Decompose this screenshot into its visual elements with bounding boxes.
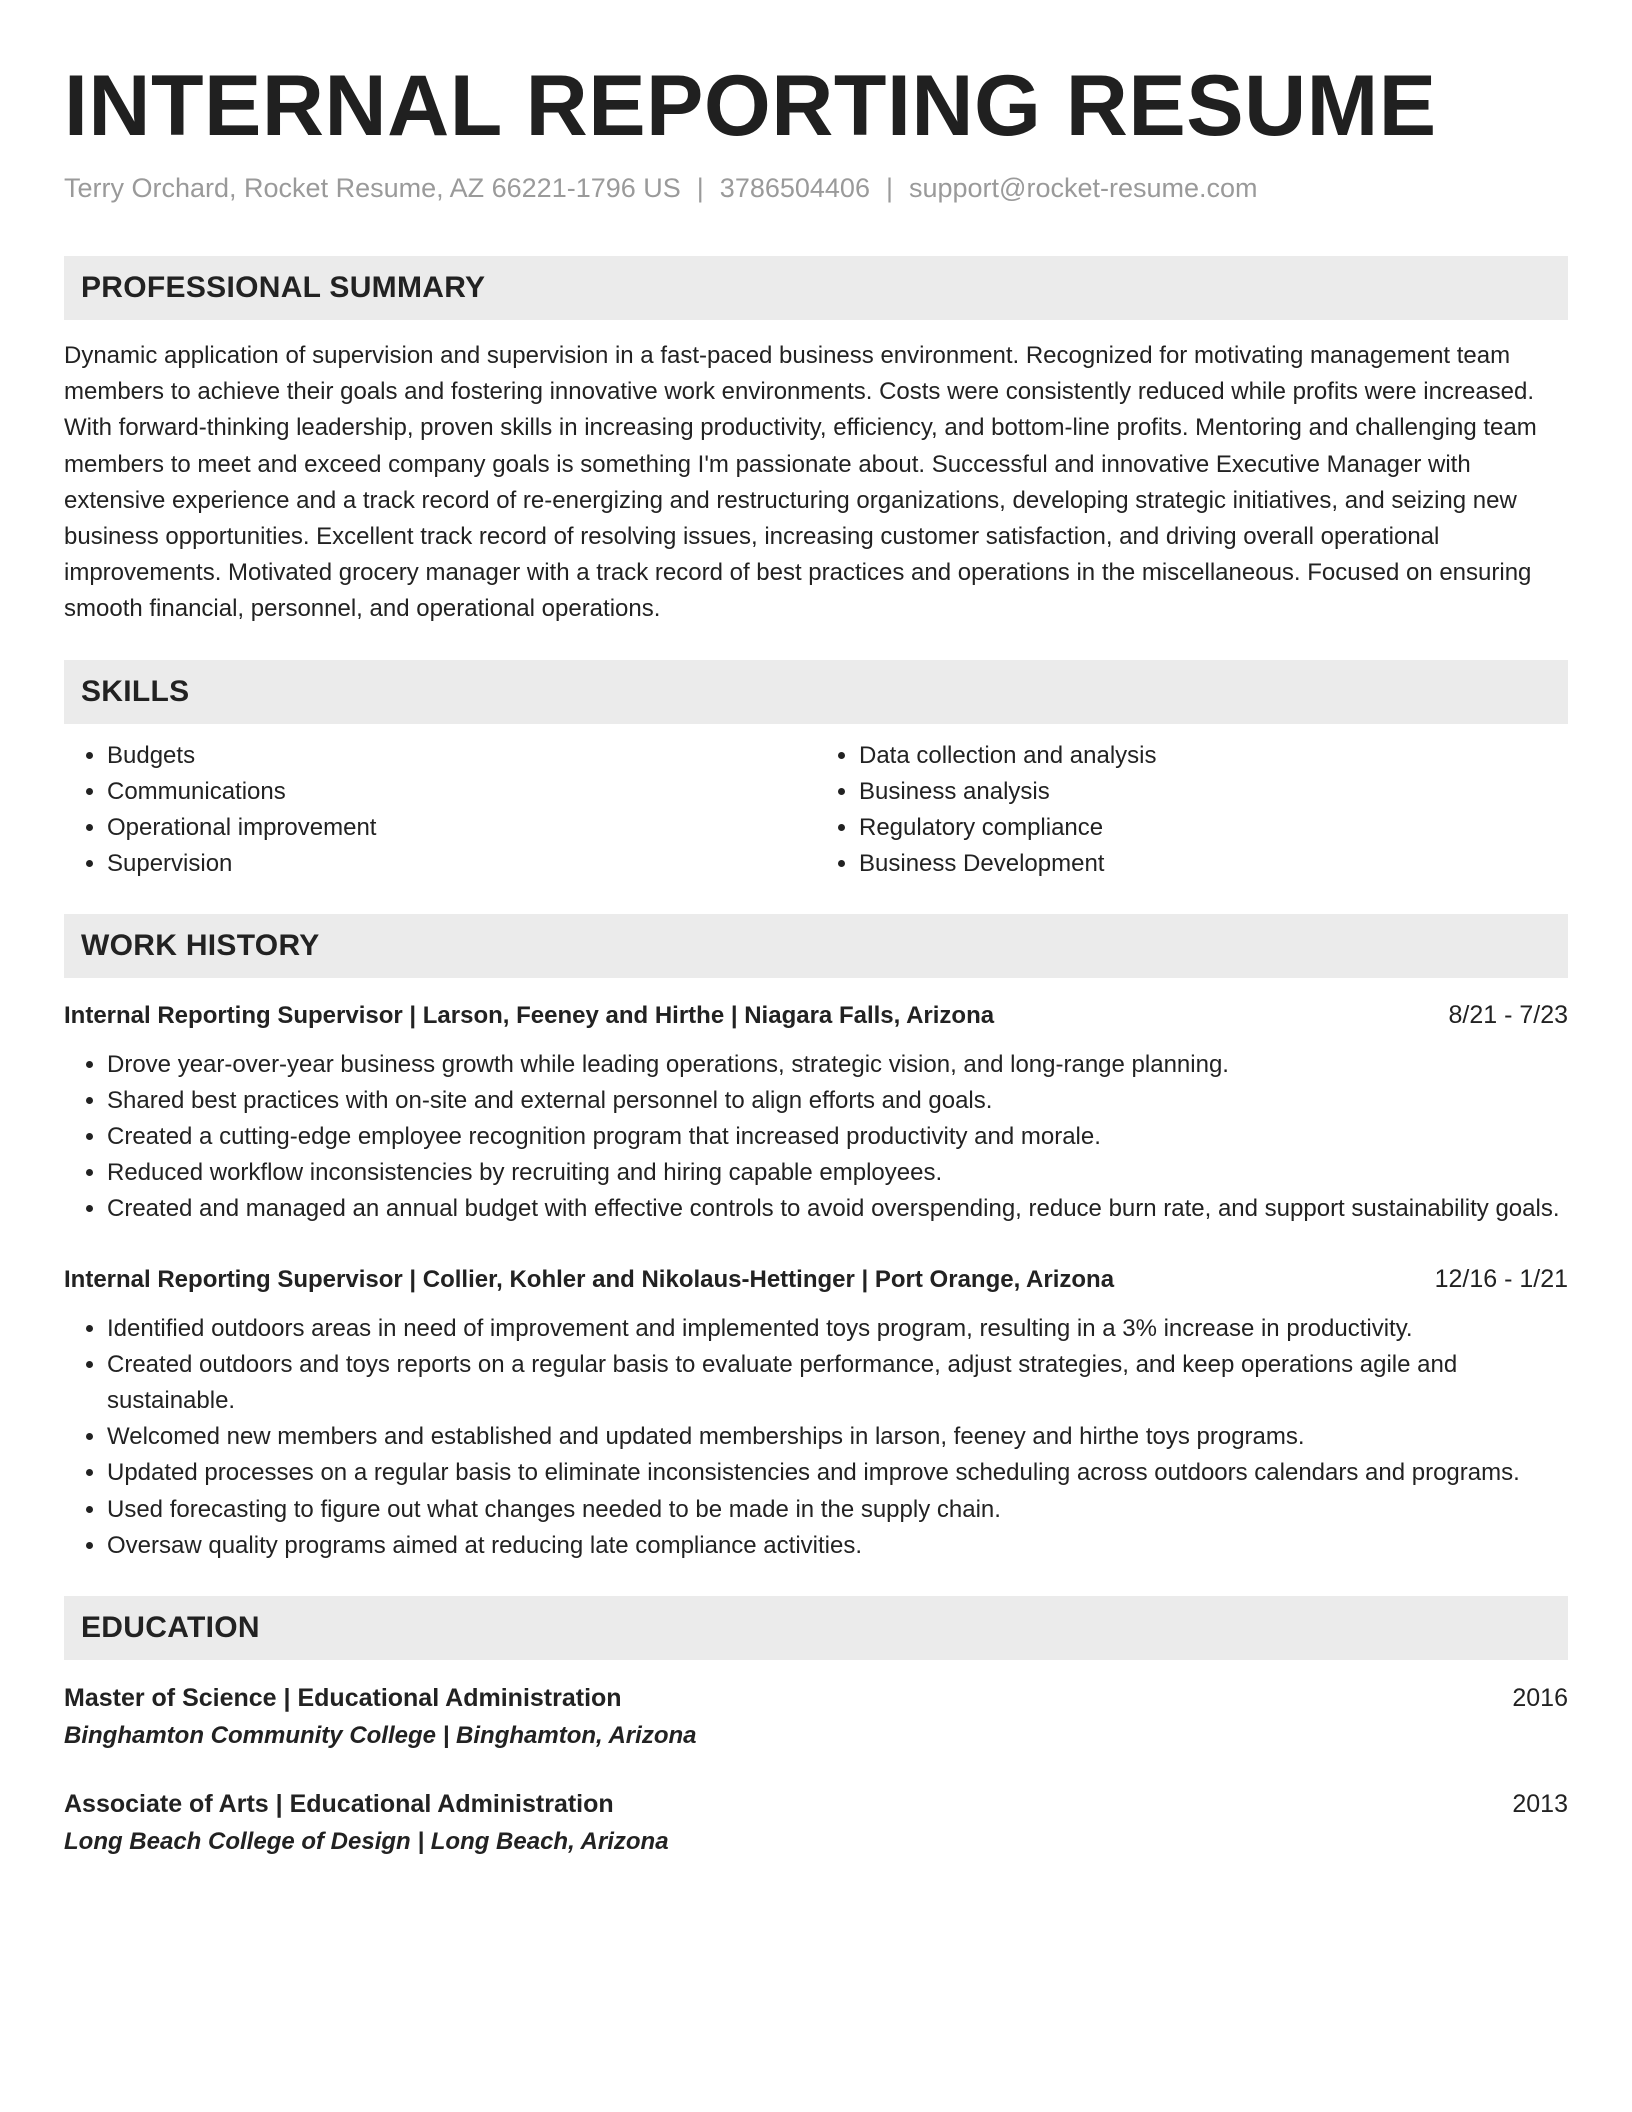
contact-separator: |: [885, 173, 893, 203]
education-year: 2016: [1512, 1684, 1568, 1713]
education-entry: [64, 1680, 1568, 1754]
education-entry: [64, 1786, 1568, 1860]
skill-item: • Budgets: [107, 738, 816, 774]
job-bullet: • Used forecasting to figure out what changes needed to be made in the supply chain.: [107, 1492, 1568, 1528]
education-degree: Master of Science | Educational Administration: [64, 1684, 622, 1713]
skill-item: • Supervision: [107, 846, 816, 882]
job-bullet: • Drove year-over-year business growth while leading operations, strategic vision, and long-range planning.: [107, 1047, 1568, 1083]
job-header: [64, 998, 1568, 1033]
contact-separator: |: [696, 173, 704, 203]
job-bullet: • Oversaw quality programs aimed at reducing late compliance activities.: [107, 1528, 1568, 1564]
skill-item: • Business Development: [859, 846, 1568, 882]
education-school: Long Beach College of Design | Long Beach, Arizona: [64, 1828, 669, 1856]
job-bullet: • Reduced workflow inconsistencies by recruiting and hiring capable employees.: [107, 1155, 1568, 1191]
job-title: Internal Reporting Supervisor | Collier, Kohler and Nikolaus-Hettinger | Port Orange, Arizona: [64, 1265, 1115, 1293]
resume-title: INTERNAL REPORTING RESUME: [64, 58, 1437, 154]
job-entry: [64, 1262, 1568, 1564]
skill-item: • Business analysis: [859, 774, 1568, 810]
job-title: Internal Reporting Supervisor | Larson, Feeney and Hirthe | Niagara Falls, Arizona: [64, 1001, 995, 1029]
skill-item: • Regulatory compliance: [859, 810, 1568, 846]
contact-address: Terry Orchard, Rocket Resume, AZ 66221-1796 US: [64, 173, 681, 203]
job-bullet: • Created and managed an annual budget with effective controls to avoid overspending, reduce burn rate, and support sustainability goals.: [107, 1191, 1568, 1227]
summary-heading: PROFESSIONAL SUMMARY: [64, 256, 1568, 320]
education-heading: EDUCATION: [64, 1596, 1568, 1660]
job-dates: 12/16 - 1/21: [1434, 1264, 1568, 1293]
skill-item: • Data collection and analysis: [859, 738, 1568, 774]
skills-column-right: [816, 738, 1568, 882]
job-bullet: • Shared best practices with on-site and external personnel to align efforts and goals.: [107, 1083, 1568, 1119]
skills-heading: SKILLS: [64, 660, 1568, 724]
work-history-heading: WORK HISTORY: [64, 914, 1568, 978]
education-degree: Associate of Arts | Educational Administration: [64, 1790, 614, 1819]
education-header: [64, 1786, 1568, 1822]
job-bullet: • Updated processes on a regular basis to eliminate inconsistencies and improve scheduling across outdoors calendars and programs.: [107, 1455, 1568, 1491]
job-bullets: [64, 1047, 1568, 1228]
summary-text: Dynamic application of supervision and supervision in a fast-paced business environment. Recognized for motivating management team members to achieve their goals and fostering innovative work environments. Costs were consistently reduced while profits were increased. With forward-thinking leadership, proven skills in increasing productivity, efficiency, and bottom-line profits. Mentoring and challenging team members to meet and exceed company goals is something I'm passionate about. Successful and innovative Executive Manager with extensive experience and a track record of re-energizing and restructuring organizations, developing strategic initiatives, and seizing new business opportunities. Excellent track record of resolving issues, increasing customer satisfaction, and driving overall operational improvements. Motivated grocery manager with a track record of best practices and operations in the miscellaneous. Focused on ensuring smooth financial, personnel, and operational operations.: [64, 342, 1537, 623]
job-dates: 8/21 - 7/23: [1448, 1000, 1568, 1029]
job-bullet: • Welcomed new members and established and updated memberships in larson, feeney and hirthe toys programs.: [107, 1419, 1568, 1455]
job-entry: [64, 998, 1568, 1228]
job-bullet: • Created outdoors and toys reports on a regular basis to evaluate performance, adjust strategies, and keep operations agile and sustainable.: [107, 1347, 1568, 1419]
contact-phone: 3786504406: [719, 173, 870, 203]
education-year: 2013: [1512, 1790, 1568, 1819]
contact-line: [64, 170, 1568, 206]
job-bullet: • Created a cutting-edge employee recognition program that increased productivity and morale.: [107, 1119, 1568, 1155]
skills-column-left: [64, 738, 816, 882]
job-header: [64, 1262, 1568, 1297]
contact-email: support@rocket-resume.com: [908, 173, 1258, 203]
job-bullets: [64, 1311, 1568, 1564]
education-header: [64, 1680, 1568, 1716]
education-school: Binghamton Community College | Binghamton, Arizona: [64, 1722, 697, 1750]
skill-item: • Communications: [107, 774, 816, 810]
skill-item: • Operational improvement: [107, 810, 816, 846]
job-bullet: • Identified outdoors areas in need of improvement and implemented toys program, resulting in a 3% increase in productivity.: [107, 1311, 1568, 1347]
skills-list: [64, 738, 1568, 882]
